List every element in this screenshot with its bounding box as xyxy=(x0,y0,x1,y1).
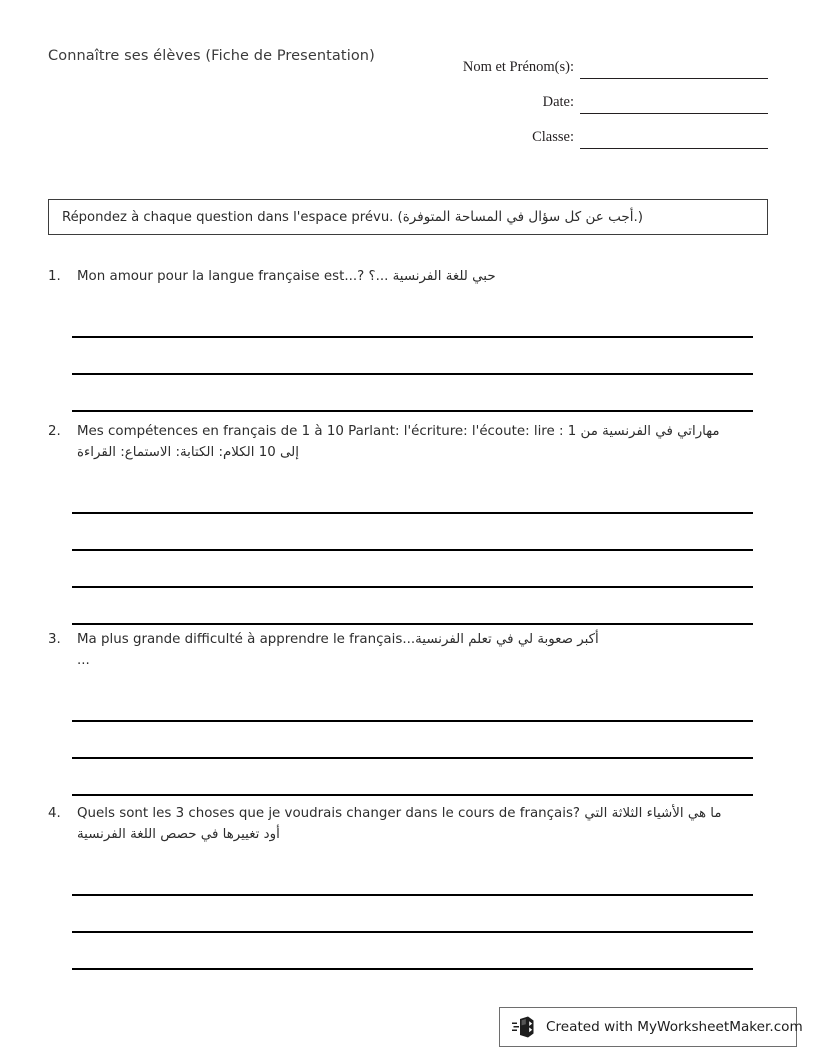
instruction-text-french: Répondez à chaque question dans l'espace prévu. ( xyxy=(62,210,403,225)
question-3-number: 3. xyxy=(48,632,61,647)
instruction-box xyxy=(48,199,768,235)
question-1-text xyxy=(48,266,768,287)
answer-line[interactable] xyxy=(72,588,753,625)
answer-line[interactable] xyxy=(72,933,753,970)
question-2-answer-area[interactable] xyxy=(72,477,753,625)
answer-line[interactable] xyxy=(72,759,753,796)
answer-line[interactable] xyxy=(72,896,753,933)
class-field-input[interactable] xyxy=(580,129,768,149)
page-title: Connaître ses élèves (Fiche de Presentation) xyxy=(48,48,375,64)
answer-line[interactable] xyxy=(72,859,753,896)
date-field-label: Date: xyxy=(542,94,574,110)
field-row-name xyxy=(440,44,768,79)
question-4-answer-area[interactable] xyxy=(72,859,753,970)
instruction-text-arabic: أجب عن كل سؤال في المساحة المتوفرة.) xyxy=(402,209,644,225)
answer-line[interactable] xyxy=(72,551,753,588)
question-4-text xyxy=(48,803,768,824)
worksheet-header xyxy=(48,44,768,154)
name-field-label: Nom et Prénom(s): xyxy=(462,59,574,75)
question-1-number: 1. xyxy=(48,269,61,284)
question-4-number: 4. xyxy=(48,806,61,821)
question-4-prompt-line2: أود تغييرها في حصص اللغة الفرنسية xyxy=(77,827,280,842)
class-field-label: Classe: xyxy=(532,129,574,145)
answer-line[interactable] xyxy=(72,514,753,551)
answer-line[interactable] xyxy=(72,301,753,338)
question-3-text xyxy=(48,629,768,650)
question-4 xyxy=(48,803,768,970)
field-row-class xyxy=(440,114,768,149)
worksheet-maker-logo-icon xyxy=(512,1015,538,1039)
question-2 xyxy=(48,421,768,625)
question-3-answer-area[interactable] xyxy=(72,685,753,796)
answer-line[interactable] xyxy=(72,375,753,412)
question-3-prompt: Ma plus grande difficulté à apprendre le français...أكبر صعوبة لي في تعلم الفرنسية xyxy=(77,632,599,647)
answer-line[interactable] xyxy=(72,338,753,375)
question-2-text xyxy=(48,421,768,442)
question-3 xyxy=(48,629,768,796)
name-field-input[interactable] xyxy=(580,59,768,79)
answer-line[interactable] xyxy=(72,722,753,759)
created-with-badge[interactable] xyxy=(499,1007,803,1047)
student-info-fields xyxy=(440,44,768,149)
created-with-badge-label: Created with MyWorksheetMaker.com xyxy=(546,1019,803,1035)
question-3-prompt-line2: ... xyxy=(77,653,90,668)
answer-line[interactable] xyxy=(72,685,753,722)
field-row-date xyxy=(440,79,768,114)
question-1-answer-area[interactable] xyxy=(72,301,753,412)
question-1-prompt: Mon amour pour la langue française est...? حبي للغة الفرنسية ...؟ xyxy=(77,269,496,284)
instruction-text xyxy=(49,209,643,225)
question-4-prompt: Quels sont les 3 choses que je voudrais changer dans le cours de français? ما هي الأشياء الثلاثة التي xyxy=(77,806,722,821)
question-2-prompt-line2: إلى 10 الكلام: الكتابة: الاستماع: القراءة xyxy=(77,445,299,460)
answer-line[interactable] xyxy=(72,477,753,514)
question-1 xyxy=(48,266,768,412)
question-2-number: 2. xyxy=(48,424,61,439)
date-field-input[interactable] xyxy=(580,94,768,114)
question-2-prompt: Mes compétences en français de 1 à 10 Parlant: l'écriture: l'écoute: lire : 1 مهاراتي في الفرنسية من xyxy=(77,424,720,439)
